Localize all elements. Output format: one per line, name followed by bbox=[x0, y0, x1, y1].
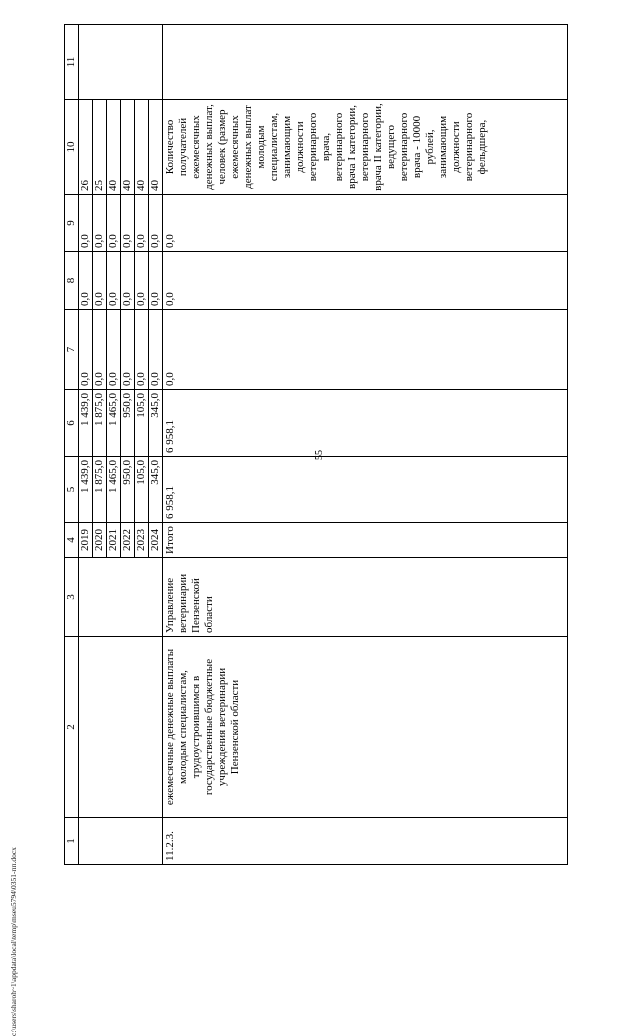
value-cell: 0,0 bbox=[149, 310, 163, 390]
header-cell: 2 bbox=[65, 637, 79, 818]
value-cell: 0,0 bbox=[121, 310, 135, 390]
year-cell: 2019 bbox=[79, 523, 93, 558]
value-cell: 950,0 bbox=[121, 390, 135, 457]
footer-file-path: c:\users\sharoh~1\appdata\local\temp\mseu5794\0351-пп.docx bbox=[9, 847, 18, 1036]
value-cell: 40 bbox=[149, 100, 163, 195]
value-cell: 26 bbox=[79, 100, 93, 195]
value-cell: 0,0 bbox=[93, 252, 107, 310]
total-value: 6 958,1 bbox=[163, 390, 568, 457]
header-cell: 6 bbox=[65, 390, 79, 457]
header-cell: 3 bbox=[65, 558, 79, 637]
item-description: ежемесячные денежные выплаты молодым специалистам, трудоустроившимся в государственные бюджетные учреждения ветеринарии Пензенской области bbox=[163, 637, 568, 818]
total-value: 0,0 bbox=[163, 252, 568, 310]
item-row bbox=[163, 25, 568, 865]
value-cell: 0,0 bbox=[107, 310, 121, 390]
value-cell: 105,0 bbox=[135, 390, 149, 457]
empty-cell bbox=[163, 25, 568, 100]
total-value: 0,0 bbox=[163, 310, 568, 390]
value-cell: 1 465,0 bbox=[107, 390, 121, 457]
value-cell: 0,0 bbox=[121, 252, 135, 310]
program-table bbox=[64, 24, 568, 865]
header-cell: 1 bbox=[65, 818, 79, 865]
value-cell: 0,0 bbox=[93, 195, 107, 252]
value-cell: 0,0 bbox=[135, 195, 149, 252]
year-cell: 2023 bbox=[135, 523, 149, 558]
value-cell: 0,0 bbox=[79, 195, 93, 252]
value-cell: 40 bbox=[135, 100, 149, 195]
value-cell: 105,0 bbox=[135, 457, 149, 523]
value-cell: 950,0 bbox=[121, 457, 135, 523]
value-cell: 40 bbox=[107, 100, 121, 195]
total-label: Итого bbox=[163, 523, 568, 558]
page-number: 55 bbox=[314, 450, 325, 460]
empty-cell bbox=[79, 818, 163, 865]
item-number: 11.2.3. bbox=[163, 818, 568, 865]
value-cell: 0,0 bbox=[135, 310, 149, 390]
year-row bbox=[79, 25, 93, 865]
value-cell: 1 439,0 bbox=[79, 457, 93, 523]
value-cell: 0,0 bbox=[149, 252, 163, 310]
year-cell: 2024 bbox=[149, 523, 163, 558]
value-cell: 0,0 bbox=[79, 252, 93, 310]
header-cell: 5 bbox=[65, 457, 79, 523]
value-cell: 1 875,0 bbox=[93, 457, 107, 523]
total-value: 0,0 bbox=[163, 195, 568, 252]
value-cell: 40 bbox=[121, 100, 135, 195]
value-cell: 0,0 bbox=[107, 195, 121, 252]
rotated-table-container bbox=[64, 25, 584, 865]
value-cell: 345,0 bbox=[149, 390, 163, 457]
value-cell: 0,0 bbox=[107, 252, 121, 310]
indicator-description: Количество получателей ежемесячных денежных выплат, человек (размер ежемесячных денежных выплат молодым специалистам, занимающим должности ветеринарного врача, ветеринарного врача I категории, ветеринарного врача II категории, ведущего ветеринарного врача - 10000 рублей, занимающим должности ветеринарного фельдшера, bbox=[163, 100, 568, 195]
value-cell: 345,0 bbox=[149, 457, 163, 523]
header-cell: 8 bbox=[65, 252, 79, 310]
year-cell: 2021 bbox=[107, 523, 121, 558]
total-value: 6 958,1 bbox=[163, 457, 568, 523]
header-cell: 10 bbox=[65, 100, 79, 195]
header-cell: 11 bbox=[65, 25, 79, 100]
header-cell: 7 bbox=[65, 310, 79, 390]
empty-cell bbox=[79, 637, 163, 818]
header-cell: 4 bbox=[65, 523, 79, 558]
value-cell: 0,0 bbox=[79, 310, 93, 390]
year-cell: 2022 bbox=[121, 523, 135, 558]
value-cell: 0,0 bbox=[149, 195, 163, 252]
year-cell: 2020 bbox=[93, 523, 107, 558]
value-cell: 1 875,0 bbox=[93, 390, 107, 457]
value-cell: 0,0 bbox=[121, 195, 135, 252]
header-cell: 9 bbox=[65, 195, 79, 252]
value-cell: 0,0 bbox=[93, 310, 107, 390]
empty-cell bbox=[79, 558, 163, 637]
column-number-row bbox=[65, 25, 79, 865]
value-cell: 25 bbox=[93, 100, 107, 195]
value-cell: 0,0 bbox=[135, 252, 149, 310]
item-executor: Управление ветеринарии Пензенской области bbox=[163, 558, 568, 637]
value-cell: 1 439,0 bbox=[79, 390, 93, 457]
empty-cell bbox=[79, 25, 163, 100]
value-cell: 1 465,0 bbox=[107, 457, 121, 523]
